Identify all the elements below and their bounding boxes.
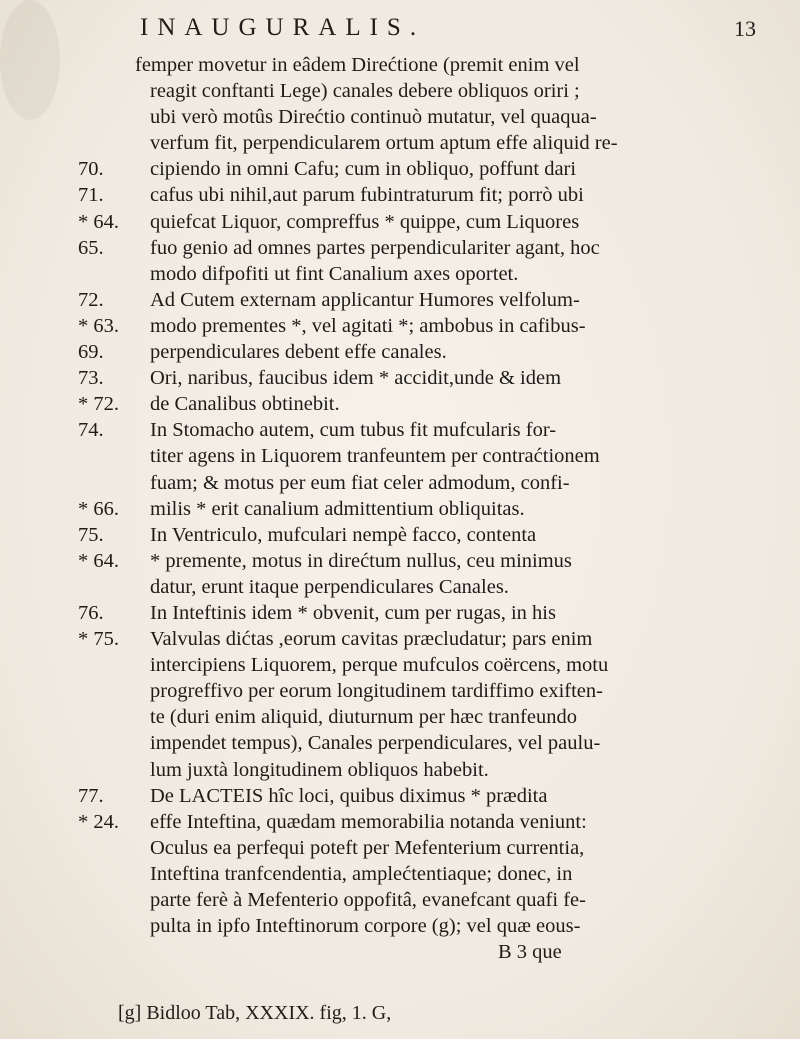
text-line — [78, 78, 778, 104]
text-line — [78, 313, 778, 339]
text-line — [78, 156, 778, 182]
text-line — [78, 939, 778, 965]
line-text: * premente, motus in direćtum nullus, ceu minimus — [150, 549, 572, 572]
margin-note: 71. — [78, 184, 104, 207]
line-text: fuam; & motus per eum fiat celer admodum, confi- — [150, 471, 570, 494]
text-line — [78, 261, 778, 287]
line-text: Ad Cutem externam applicantur Humores velfolum- — [150, 288, 580, 311]
margin-note: 76. — [78, 601, 104, 624]
line-text: B 3 que — [498, 941, 562, 964]
line-text: milis * erit canalium admittentium obliquitas. — [150, 497, 525, 520]
line-text: Valvulas dićtas ,eorum cavitas præcludatur; pars enim — [150, 628, 593, 651]
text-line — [78, 209, 778, 235]
line-text: In Inteftinis idem * obvenit, cum per rugas, in his — [150, 601, 556, 624]
line-text: Inteftina tranfcendentia, amplećtentiaque; donec, in — [150, 862, 573, 885]
text-line — [78, 470, 778, 496]
line-text: Oculus ea perfequi poteft per Mefenterium currentia, — [150, 836, 585, 859]
text-line — [78, 182, 778, 208]
line-text: modo difpofiti ut fint Canalium axes oportet. — [150, 262, 519, 285]
text-body — [78, 52, 778, 965]
line-text: De LACTEIS hîc loci, quibus diximus * prædita — [150, 784, 548, 807]
text-line — [78, 835, 778, 861]
line-text: effe Inteftina, quædam memorabilia notanda veniunt: — [150, 810, 587, 833]
text-line — [78, 548, 778, 574]
margin-note: 75. — [78, 523, 104, 546]
line-text: progreffivo per eorum longitudinem tardiffimo exiften- — [150, 680, 603, 703]
margin-note: 65. — [78, 236, 104, 259]
line-text: titer agens in Liquorem tranfeuntem per contraćtionem — [150, 445, 600, 468]
text-line — [78, 704, 778, 730]
line-text: datur, erunt itaque perpendiculares Canales. — [150, 575, 509, 598]
text-line — [78, 522, 778, 548]
page-header — [0, 6, 800, 50]
text-line — [78, 600, 778, 626]
line-text: pulta in ipfo Inteftinorum corpore (g); vel quæ eous- — [150, 915, 581, 938]
line-text: intercipiens Liquorem, perque mufculos coërcens, motu — [150, 654, 609, 677]
text-line — [78, 496, 778, 522]
line-text: quiefcat Liquor, compreffus * quippe, cum Liquores — [150, 210, 580, 233]
text-line — [78, 913, 778, 939]
margin-note: * 64. — [78, 549, 119, 572]
running-head: INAUGURALIS. — [140, 14, 426, 41]
text-line — [78, 130, 778, 156]
text-line — [78, 678, 778, 704]
margin-note: * 24. — [78, 810, 119, 833]
footnote: [g] Bidloo Tab, XXXIX. fig, 1. G, — [118, 1002, 392, 1024]
margin-note: 77. — [78, 784, 104, 807]
line-text: In Ventriculo, mufculari nempè facco, contenta — [150, 523, 537, 546]
line-text: cafus ubi nihil,aut parum fubintraturum fit; porrò ubi — [150, 184, 584, 207]
text-line — [78, 235, 778, 261]
line-text: ubi verò motûs Direćtio continuò mutatur, vel quaqua- — [150, 106, 597, 129]
line-text: verfum fit, perpendicularem ortum aptum effe aliquid re- — [150, 132, 618, 155]
margin-note: 72. — [78, 288, 104, 311]
text-line — [78, 809, 778, 835]
line-text: modo prementes *, vel agitati *; ambobus in cafibus- — [150, 314, 586, 337]
text-line — [78, 652, 778, 678]
text-line — [78, 626, 778, 652]
page-number: 13 — [734, 16, 756, 41]
line-text: fuo genio ad omnes partes perpendiculariter agant, hoc — [150, 236, 600, 259]
line-text: lum juxtà longitudinem obliquos habebit. — [150, 758, 489, 781]
margin-note: 73. — [78, 367, 104, 390]
line-text: perpendiculares debent effe canales. — [150, 341, 447, 364]
margin-note: 74. — [78, 419, 104, 442]
text-line — [78, 887, 778, 913]
margin-note: * 75. — [78, 628, 119, 651]
margin-note: 69. — [78, 341, 104, 364]
text-line — [78, 730, 778, 756]
line-text: femper movetur in eâdem Direćtione (premit enim vel — [135, 54, 580, 76]
line-text: In Stomacho autem, cum tubus fit mufcularis for- — [150, 419, 557, 442]
margin-note: 70. — [78, 158, 104, 181]
line-text: Ori, naribus, faucibus idem * accidit,unde & idem — [150, 367, 562, 390]
text-line — [78, 574, 778, 600]
text-line — [78, 757, 778, 783]
text-line — [78, 861, 778, 887]
text-line — [78, 783, 778, 809]
margin-note: * 66. — [78, 497, 119, 520]
line-text: de Canalibus obtinebit. — [150, 393, 340, 416]
margin-note: * 72. — [78, 393, 119, 416]
line-text: reagit conftanti Lege) canales debere obliquos oriri ; — [150, 80, 580, 103]
margin-note: * 63. — [78, 314, 119, 337]
margin-note: * 64. — [78, 210, 119, 233]
line-text: impendet tempus), Canales perpendiculares, vel paulu- — [150, 732, 601, 755]
text-line — [78, 365, 778, 391]
text-line — [78, 391, 778, 417]
line-text: cipiendo in omni Cafu; cum in obliquo, poffunt dari — [150, 158, 577, 181]
text-line — [78, 287, 778, 313]
text-line — [78, 52, 778, 78]
text-line — [78, 104, 778, 130]
text-line — [78, 339, 778, 365]
line-text: te (duri enim aliquid, diuturnum per hæc tranfeundo — [150, 706, 577, 729]
text-line — [78, 443, 778, 469]
line-text: parte ferè à Mefenterio oppofitâ, evanefcant quafi fe- — [150, 889, 586, 911]
text-line — [78, 417, 778, 443]
